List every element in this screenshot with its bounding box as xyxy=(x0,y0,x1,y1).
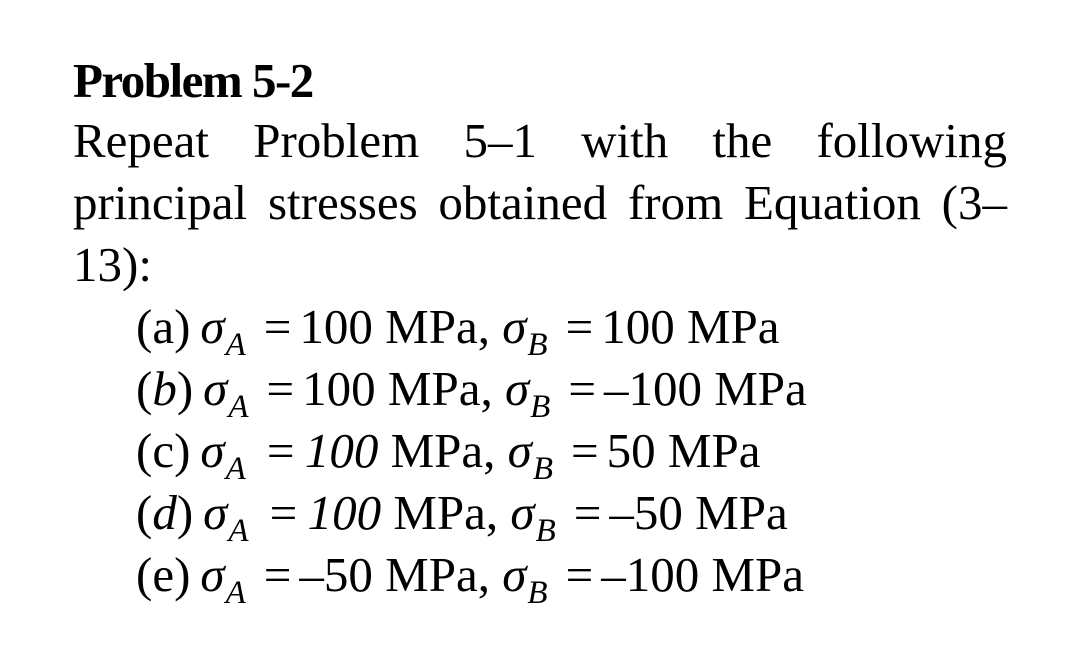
sigma-a-unit: MPa, xyxy=(387,361,493,416)
sigma-a-symbol: σ xyxy=(203,361,228,416)
case-label: (d) xyxy=(136,485,194,540)
sigma-a-unit: MPa, xyxy=(385,547,490,602)
sigma-a-value: 100 xyxy=(299,299,373,354)
sigma-b-unit: MPa xyxy=(711,547,805,602)
case-label: (b) xyxy=(136,361,194,416)
sigma-b-value: –50 xyxy=(609,485,683,540)
sigma-a-unit: MPa, xyxy=(390,423,496,478)
sigma-b-symbol: σ xyxy=(504,361,530,416)
stress-case-item xyxy=(73,544,1007,611)
sigma-a-unit: MPa, xyxy=(385,299,490,354)
subscript-a: A xyxy=(225,575,246,611)
sigma-b-unit: MPa xyxy=(667,423,761,478)
subscript-b: B xyxy=(527,575,548,611)
equals-sign: = xyxy=(263,547,292,602)
stress-case-item xyxy=(73,358,1007,425)
case-label: (a) xyxy=(136,299,191,354)
case-label: (c) xyxy=(136,423,191,478)
sigma-a-value: 100 xyxy=(307,485,382,540)
subscript-a: A xyxy=(228,389,249,425)
sigma-b-value: –100 xyxy=(601,547,700,602)
sigma-a-value: 100 xyxy=(304,423,379,478)
subscript-b: B xyxy=(535,513,556,549)
sigma-a-value: –50 xyxy=(299,547,373,602)
problem-statement: Repeat Problem 5–1 with the following principal stresses obtained from Equation (3–13): xyxy=(73,113,1007,292)
sigma-a-symbol: σ xyxy=(200,547,225,602)
sigma-a-value: 100 xyxy=(302,361,376,416)
equals-sign: = xyxy=(263,299,292,354)
equals-sign: = xyxy=(568,361,596,416)
sigma-b-unit: MPa xyxy=(695,485,788,540)
sigma-b-unit: MPa xyxy=(714,361,807,416)
problem-block xyxy=(73,52,1007,611)
stress-case-list xyxy=(73,296,1007,611)
sigma-b-symbol: σ xyxy=(510,485,535,540)
subscript-a: A xyxy=(225,327,246,363)
sigma-b-value: 50 xyxy=(606,423,656,478)
stress-case-item xyxy=(73,420,1007,487)
equals-sign: = xyxy=(565,299,594,354)
sigma-a-symbol: σ xyxy=(200,423,225,478)
sigma-b-value: –100 xyxy=(603,361,702,416)
subscript-b: B xyxy=(527,327,548,363)
equals-sign: = xyxy=(266,485,300,540)
problem-title: Problem 5-2 xyxy=(73,53,313,108)
subscript-b: B xyxy=(532,451,553,487)
subscript-b: B xyxy=(530,389,551,425)
stress-case-item xyxy=(73,482,1007,549)
case-label: (e) xyxy=(136,547,191,602)
sigma-a-unit: MPa, xyxy=(393,485,499,540)
sigma-a-symbol: σ xyxy=(203,485,228,540)
subscript-a: A xyxy=(225,451,246,487)
sigma-b-value: 100 xyxy=(601,299,675,354)
equals-sign: = xyxy=(571,423,599,478)
equals-sign: = xyxy=(565,547,594,602)
equals-sign: = xyxy=(573,485,602,540)
equals-sign: = xyxy=(263,423,297,478)
sigma-a-symbol: σ xyxy=(200,299,225,354)
equals-sign: = xyxy=(266,361,295,416)
sigma-b-unit: MPa xyxy=(686,299,780,354)
sigma-b-symbol: σ xyxy=(507,423,532,478)
stress-case-item xyxy=(73,296,1007,363)
sigma-b-symbol: σ xyxy=(502,299,527,354)
subscript-a: A xyxy=(228,513,249,549)
sigma-b-symbol: σ xyxy=(502,547,527,602)
